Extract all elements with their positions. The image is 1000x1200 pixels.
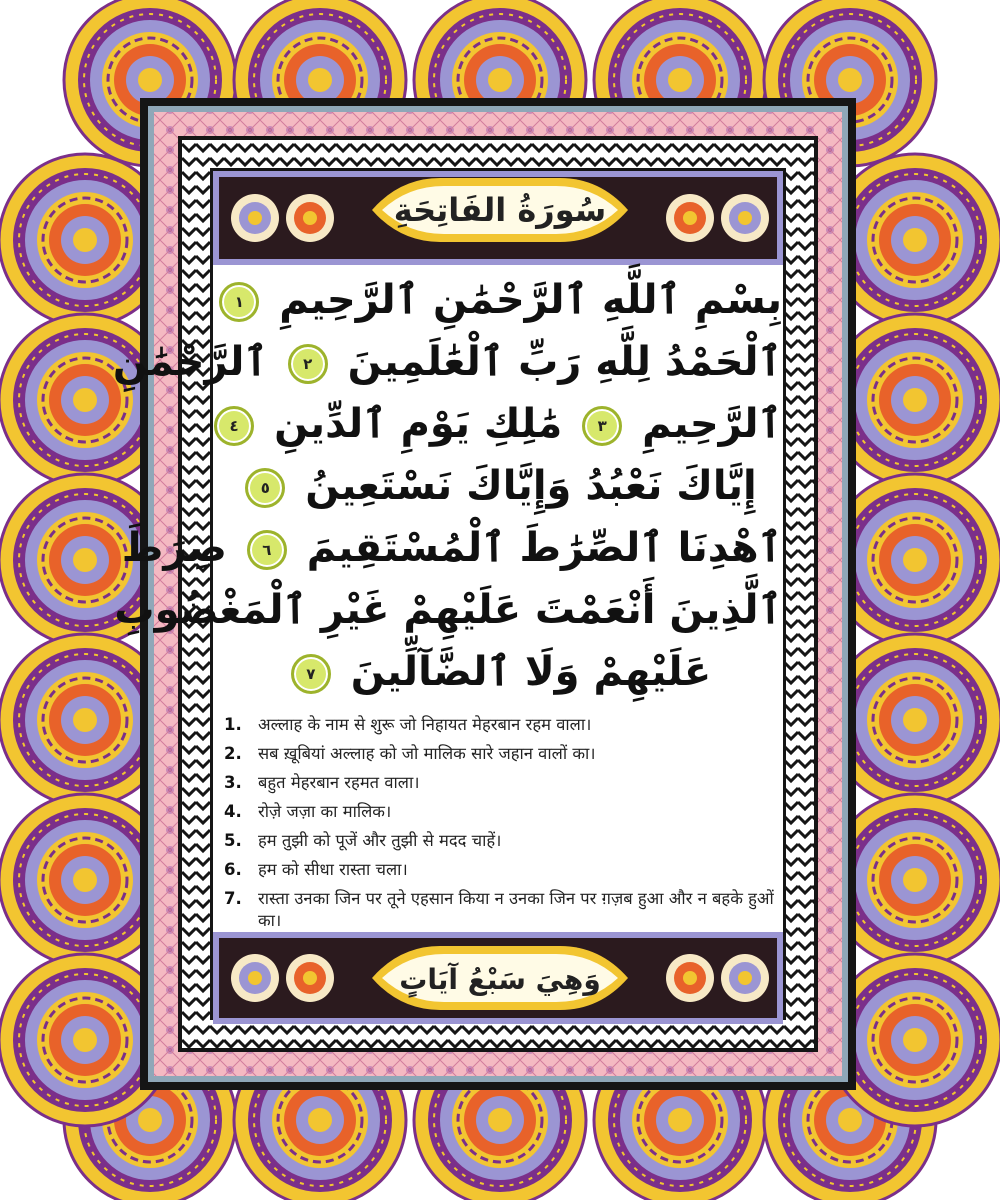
- translation-number: 4.: [224, 802, 242, 821]
- translation-item: [224, 830, 774, 852]
- translation-text: रोज़े जज़ा का मालिक।: [258, 802, 392, 821]
- translation-number: 1.: [224, 715, 242, 734]
- verse-line-7: [214, 644, 782, 700]
- surah-title: سُورَةُ الفَاتِحَةِ: [393, 191, 607, 229]
- translation-text: रास्ता उनका जिन पर तूने एहसान किया न उनका जिन पर ग़ज़ब हुआ और न बहके हुओं का।: [258, 889, 774, 930]
- verse-line-3: [214, 396, 782, 452]
- verse-line-2: [112, 334, 782, 390]
- translation-item: [224, 714, 774, 736]
- verse-end-marker: ٢: [288, 344, 328, 384]
- translation-item: [224, 772, 774, 794]
- verse-line-6: [114, 582, 782, 638]
- floral-arabesque: [666, 194, 714, 242]
- verse-end-marker: ٤: [214, 406, 254, 446]
- floral-arabesque: [286, 194, 334, 242]
- verse-text: ٱلرَّحِيمِ: [642, 401, 782, 447]
- verse-text: بِسْمِ ٱللَّهِ ٱلرَّحْمَٰنِ ٱلرَّحِيمِ: [279, 277, 782, 323]
- verse-line-5: [121, 520, 782, 576]
- translation-number: 2.: [224, 744, 242, 763]
- verse-text: ٱلَّذِينَ أَنْعَمْتَ عَلَيْهِمْ غَيْرِ ٱلْمَغْضُوبِ: [114, 587, 782, 633]
- verse-text: مَٰلِكِ يَوْمِ ٱلدِّينِ: [274, 401, 563, 447]
- verse-end-marker: ١: [219, 282, 259, 322]
- verse-text: ٱلْحَمْدُ لِلَّهِ رَبِّ ٱلْعَٰلَمِينَ: [347, 339, 782, 385]
- translation-item: [224, 743, 774, 765]
- verse-end-marker: ٧: [291, 654, 331, 694]
- floral-arabesque: [666, 954, 714, 1002]
- translation-number: 3.: [224, 773, 242, 792]
- translation-item: [224, 888, 774, 932]
- verse-line-1: [214, 272, 782, 328]
- translation-text: बहुत मेहरबान रहमत वाला।: [258, 773, 420, 792]
- translation-number: 7.: [224, 889, 242, 908]
- verse-text: إِيَّاكَ نَعْبُدُ وَإِيَّاكَ نَسْتَعِينُ: [305, 463, 757, 509]
- translation-text: हम तुझी को पूजें और तुझी से मदद चाहें।: [258, 831, 502, 850]
- verse-count-note: وَهِيَ سَبْعُ آيَاتٍ: [399, 963, 601, 996]
- verse-text: صِرَٰطَ: [121, 525, 227, 571]
- floral-arabesque: [721, 954, 769, 1002]
- verse-text: عَلَيْهِمْ وَلَا ٱلضَّآلِّينَ: [350, 649, 712, 695]
- verse-text: ٱهْدِنَا ٱلصِّرَٰطَ ٱلْمُسْتَقِيمَ: [306, 525, 782, 571]
- translation-text: हम को सीधा रास्ता चला।: [258, 860, 408, 879]
- translation-item: [224, 801, 774, 823]
- translation-number: 6.: [224, 860, 242, 879]
- floral-arabesque: [286, 954, 334, 1002]
- translation-list: [224, 714, 774, 939]
- translation-text: अल्लाह के नाम से शुरू जो निहायत मेहरबान रहम वाला।: [258, 715, 592, 734]
- floral-arabesque: [231, 194, 279, 242]
- translation-text: सब ख़ूबियां अल्लाह को जो मालिक सारे जहान वालों का।: [258, 744, 596, 763]
- translation-item: [224, 859, 774, 881]
- verse-end-marker: ٥: [245, 468, 285, 508]
- floral-arabesque: [721, 194, 769, 242]
- main-content: [112, 268, 782, 932]
- verse-end-marker: ٣: [582, 406, 622, 446]
- translation-number: 5.: [224, 831, 242, 850]
- verse-end-marker: ٦: [247, 530, 287, 570]
- floral-arabesque: [231, 954, 279, 1002]
- verse-line-4: [214, 458, 782, 514]
- verse-text: ٱلرَّحْمَٰنِ: [112, 339, 268, 385]
